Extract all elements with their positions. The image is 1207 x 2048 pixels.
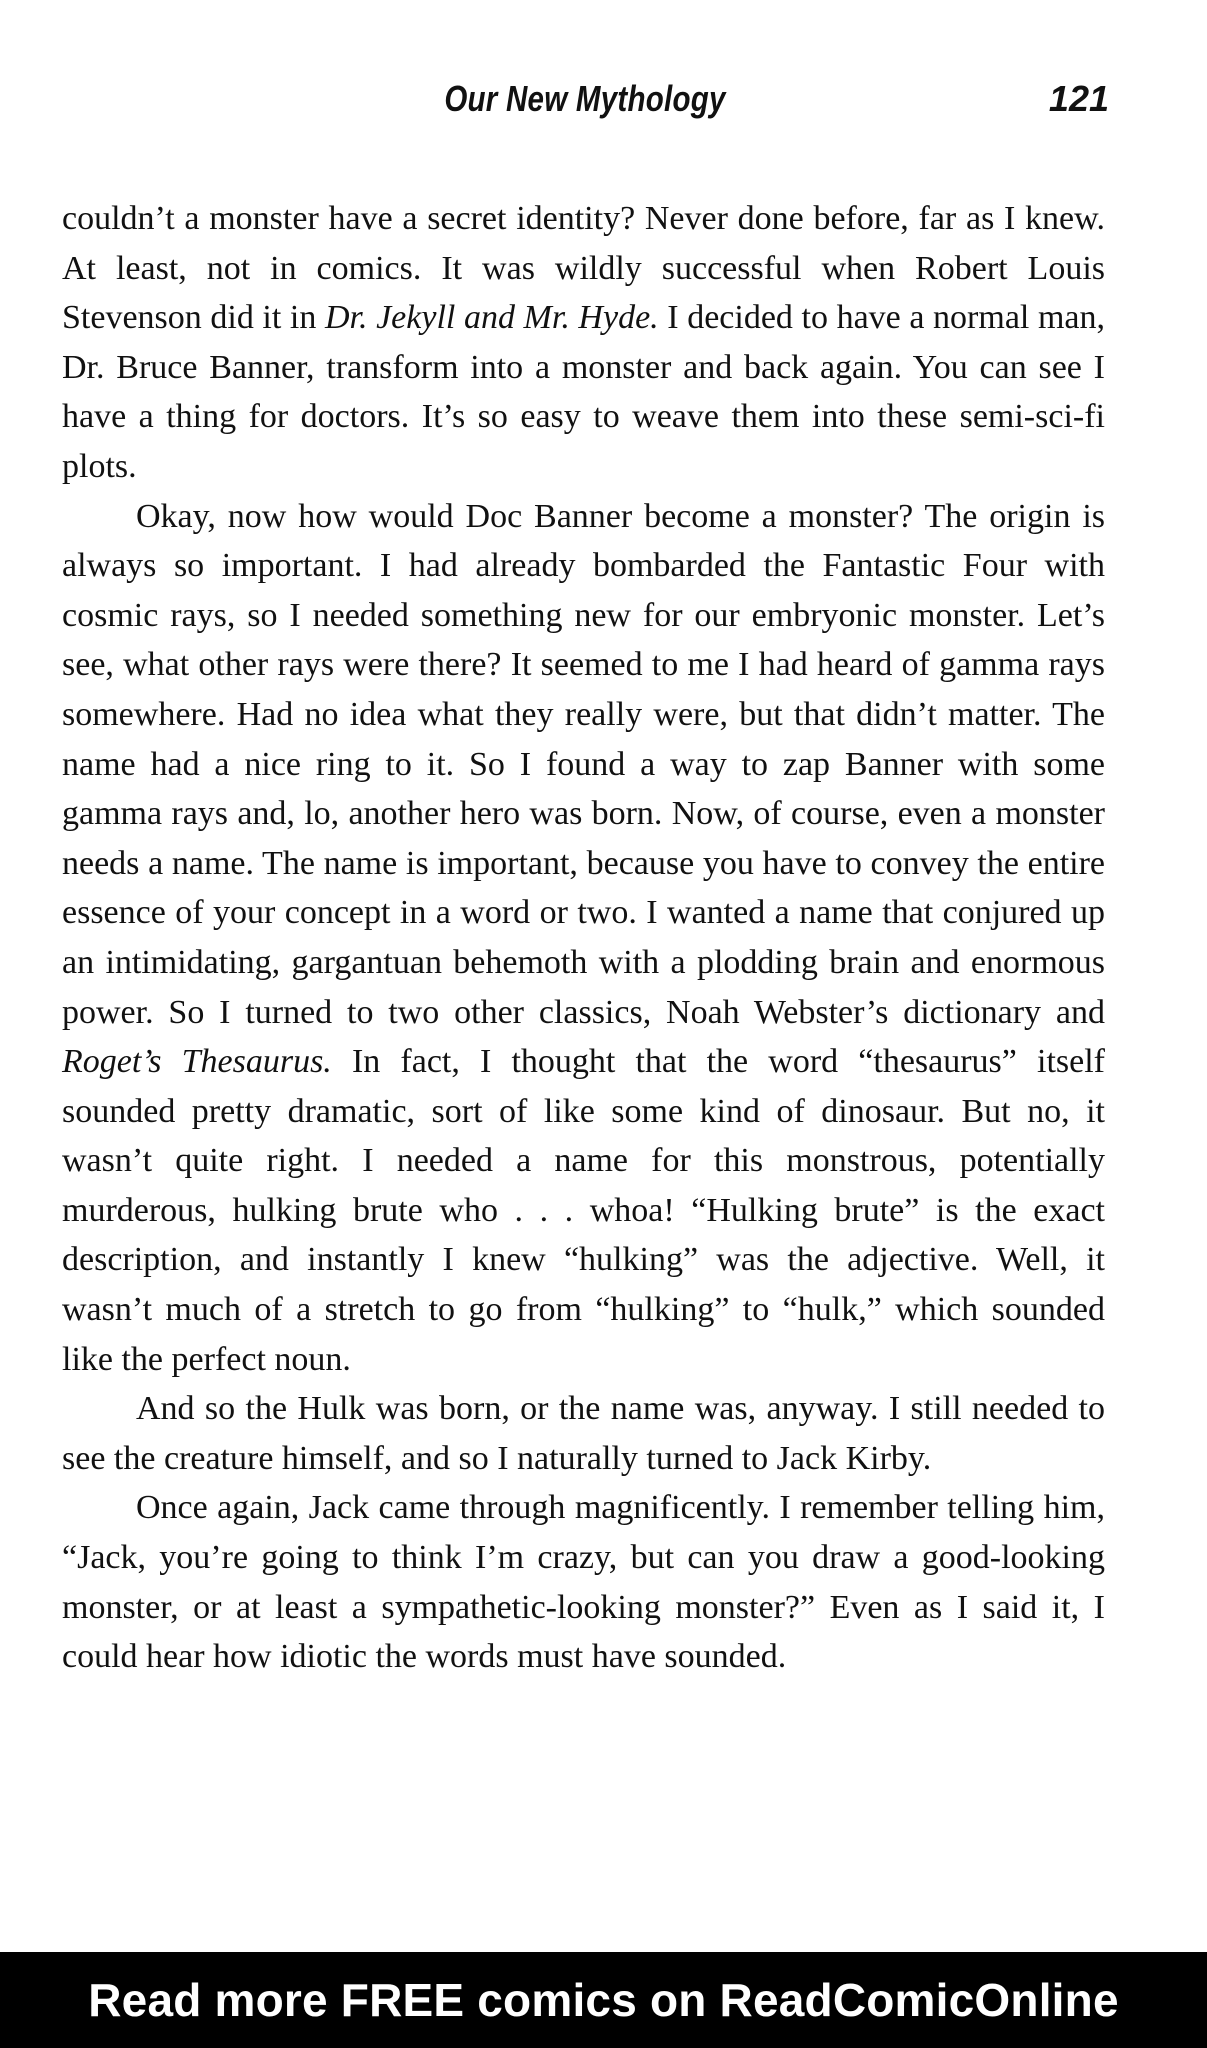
running-title: Our New Mythology: [444, 78, 726, 119]
page-number: 121: [1048, 78, 1109, 119]
paragraph-1-text-c: I decided to have a normal man, Dr. Bruce Banner, transform into a monster and back again. You can see I have a thing for doctors. It’s so easy to weave them into these semi-sci-fi plots.: [62, 299, 1105, 485]
paragraph-2: [62, 492, 1105, 1385]
paragraph-1: [62, 194, 1105, 492]
book-title-jekyll-hyde: Dr. Jekyll and Mr. Hyde.: [324, 299, 659, 337]
paragraph-2-text-a: Okay, now how would Doc Banner become a monster? The origin is always so important. I had already bombarded the Fantastic Four with cosmic rays, so I needed something new for our embryonic monster. Let’s see, what other rays were there? It seemed to me I had heard of gamma rays somewhere. Had no idea what they really were, but that didn’t matter. The name had a nice ring to it. So I found a way to zap Banner with some gamma rays and, lo, another hero was born. Now, of course, even a monster needs a name. The name is important, because you have to convey the entire essence of your concept in a word or two. I wanted a name that conjured up an intimidating, gargantuan behemoth with a plodding brain and enormous power. So I turned to two other classics, Noah Webster’s dictionary and: [62, 497, 1105, 1031]
running-header: [0, 78, 1207, 128]
paragraph-1-text-a: couldn’t a monster have a secret identity? Never done before, far as I knew. At least, not in comics. It was wildly successful when Robert Louis Stevenson did it in: [62, 200, 1105, 337]
paragraph-2-text-c: In fact, I thought that the word “thesaurus” itself sounded pretty dramatic, sort of like some kind of dinosaur. But no, it wasn’t quite right. I needed a name for this monstrous, potentially murderous, hulking brute who . . . whoa! “Hulking brute” is the exact description, and instantly I knew “hulking” was the adjective. Well, it wasn’t much of a stretch to go from “hulking” to “hulk,” which sounded like the perfect noun.: [62, 1043, 1105, 1378]
paragraph-3: And so the Hulk was born, or the name was, anyway. I still needed to see the creature himself, and so I naturally turned to Jack Kirby.: [62, 1390, 1105, 1477]
body-text: [62, 194, 1105, 1682]
book-title-rogets-thesaurus: Roget’s Thesaurus.: [62, 1043, 332, 1081]
paragraph-4: Once again, Jack came through magnificently. I remember telling him, “Jack, you’re going to think I’m crazy, but can you draw a good-looking monster, or at least a sympathetic-looking monster?” Even as I said it, I could hear how idiotic the words must have sounded.: [62, 1489, 1105, 1676]
footer-banner[interactable]: Read more FREE comics on ReadComicOnline: [0, 1952, 1207, 2048]
